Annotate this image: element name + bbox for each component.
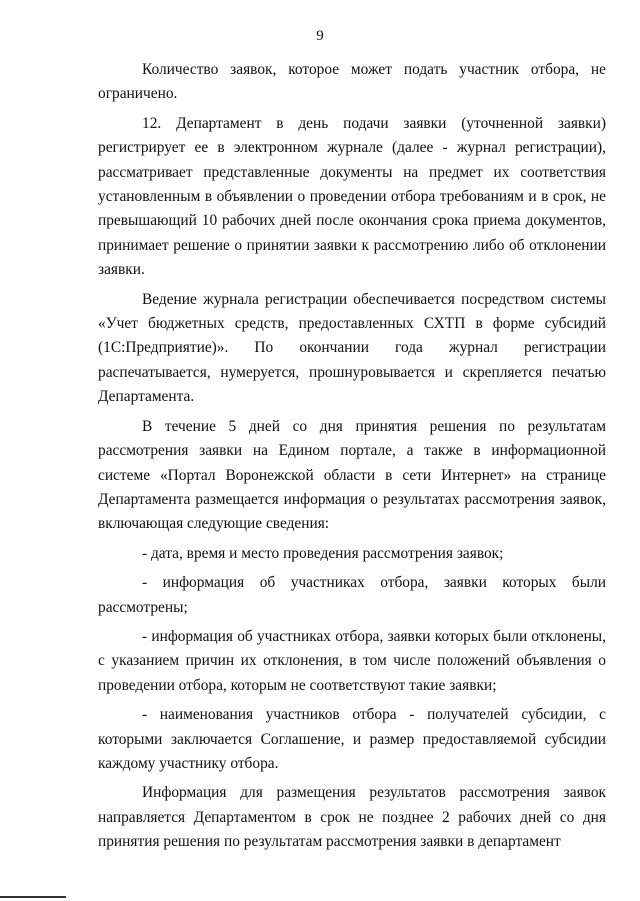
paragraph-registration-journal: Ведение журнала регистрации обеспечивается посредством системы «Учет бюджетных средств, предоставленных СХТП в форме субсидий (1С:Предприятие)». По окончании года журнал регистрации распечатывается, нумеруется, прошнуровывается и скрепляется печатью Департамента. xyxy=(98,290,606,406)
list-item-rejected-participants: - информация об участниках отбора, заявки которых были отклонены, с указанием причин их отклонения, в том числе положений объявления о проведении отбора, которым не соответствуют такие заявки; xyxy=(98,627,606,694)
list-item-reviewed-participants: - информация об участниках отбора, заявки которых были рассмотрены; xyxy=(98,574,606,616)
page-number: 9 xyxy=(316,28,324,44)
list-item-date-time-place: - дата, время и место проведения рассмотрения заявок; xyxy=(142,544,504,562)
footer-rule xyxy=(0,896,66,898)
paragraph-results-publication: В течение 5 дней со дня принятия решения по результатам рассмотрения заявки на Едином портале, а также в информационной системе «Портал Воронежской области в сети Интернет» на странице Департамента размещается информация о результатах рассмотрения заявок, включающая следующие сведения: xyxy=(98,417,606,533)
list-item-subsidy-recipients: - наименования участников отбора - получателей субсидии, с которыми заключается Соглашение, и размер предоставляемой субсидии каждому участнику отбора. xyxy=(98,706,606,772)
document-body xyxy=(98,58,606,855)
paragraph-information-submission: Информация для размещения результатов рассмотрения заявок направляется Департаментом в срок не позднее 2 рабочих дней со дня принятия решения по результатам рассмотрения заявки в департамент xyxy=(98,784,606,851)
paragraph-item-12: 12. Департамент в день подачи заявки (уточненной заявки) регистрирует ее в электронном журнале (далее - журнал регистрации), рассматривает представленные документы на предмет их соответствия установленным в объявлении о проведении отбора требованиям и в срок, не превышающий 10 рабочих дней после окончания срока приема документов, принимает решение о принятии заявки к рассмотрению либо об отклонении заявки. xyxy=(98,114,606,279)
paragraph-application-count: Количество заявок, которое может подать участник отбора, не ограничено. xyxy=(98,61,606,103)
